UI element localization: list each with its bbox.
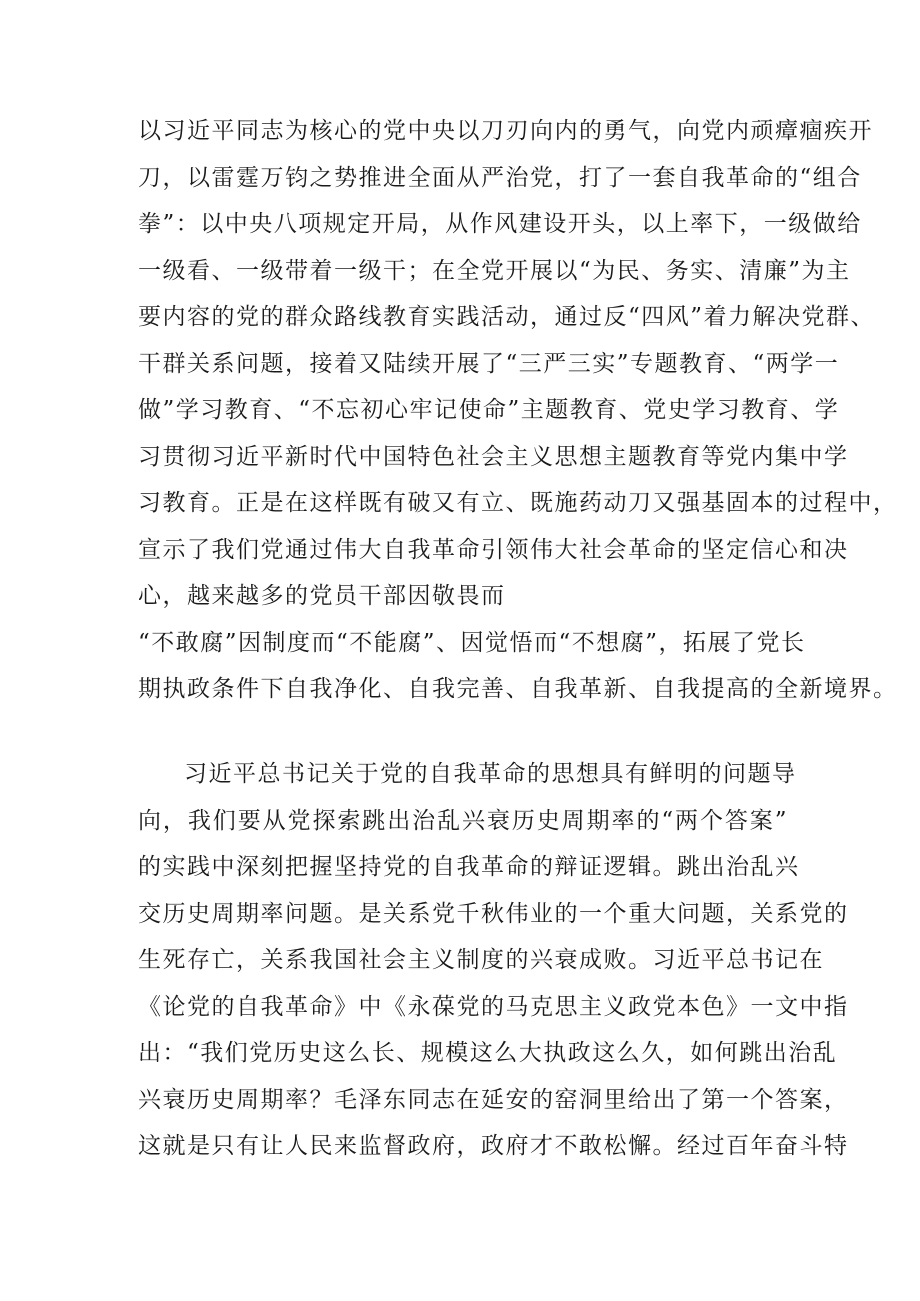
paragraph-line: 拳”：以中央八项规定开局，从作风建设开头，以上率下，一级做给	[138, 211, 862, 237]
paragraph-line: 这就是只有让人民来监督政府，政府才不敢松懈。经过百年奋斗特	[138, 1133, 849, 1159]
paragraph-1	[138, 108, 898, 713]
paragraph-line: 干群关系问题，接着又陆续开展了“三严三实”专题教育、“两学一	[138, 350, 840, 377]
paragraph-line: 刀，以雷霆万钧之势推进全面从严治党，打了一套自我革命的“组合	[138, 164, 862, 191]
paragraph-line: 做”学习教育、“不忘初心牢记使命”主题教育、党史学习教育、学	[138, 397, 840, 423]
paragraph-line: 期执政条件下自我净化、自我完善、自我革新、自我提高的全新境界。	[138, 676, 898, 702]
paragraph-line: 出：“我们党历史这么长、规模这么大执政这么久，如何跳出治乱	[138, 1040, 838, 1066]
paragraph-line: “不敢腐”因制度而“不能腐”、因觉悟而“不想腐”，拓展了党长	[138, 629, 806, 656]
paragraph-line: 《论党的自我革命》中《永葆党的马克思主义政党本色》一文中指	[138, 993, 849, 1020]
paragraph-line: 习近平总书记关于党的自我革命的思想具有鲜明的问题导	[184, 761, 797, 787]
paragraph-line: 向，我们要从党探索跳出治乱兴衰历史周期率的“两个答案”	[138, 807, 788, 834]
paragraph-line: 兴衰历史周期率？毛泽东同志在延安的窑洞里给出了第一个答案，	[138, 1086, 849, 1113]
paragraph-line: 的实践中深刻把握坚持党的自我革命的辩证逻辑。跳出治乱兴	[138, 854, 800, 880]
paragraph-line: 交历史周期率问题。是关系党千秋伟业的一个重大问题，关系党的	[138, 900, 849, 927]
paragraph-line: 心，越来越多的党员干部因敬畏而	[138, 583, 506, 609]
paragraph-line: 要内容的党的群众路线教育实践活动，通过反“四风”着力解决党群、	[138, 304, 876, 330]
paragraph-line: 生死存亡，关系我国社会主义制度的兴衰成败。习近平总书记在	[138, 947, 824, 973]
paragraph-line: 习贯彻习近平新时代中国特色社会主义思想主题教育等党内集中学	[138, 443, 849, 470]
paragraph-line: 习教育。正是在这样既有破又有立、既施药动刀又强基固本的过程中，	[138, 490, 898, 516]
paragraph-line: 以习近平同志为核心的党中央以刀刃向内的勇气，向党内顽瘴痼疾开	[138, 118, 873, 144]
paragraph-line: 宣示了我们党通过伟大自我革命引领伟大社会革命的坚定信心和决	[138, 536, 849, 563]
paragraph-line: 一级看、一级带着一级干；在全党开展以“为民、务实、清廉”为主	[138, 257, 851, 284]
paragraph-2	[138, 751, 849, 1170]
